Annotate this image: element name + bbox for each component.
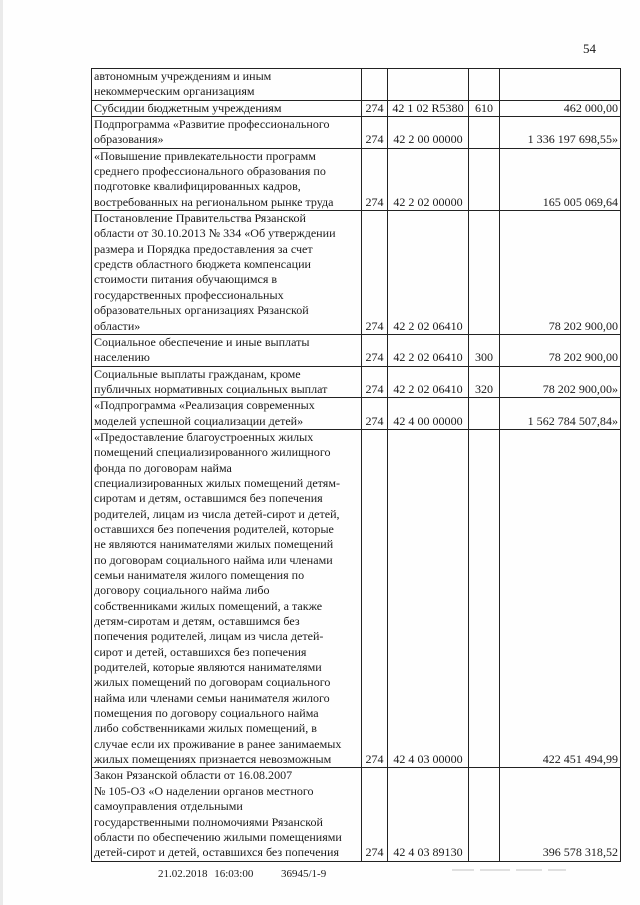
row-sum-cell: 396 578 318,52 xyxy=(500,768,621,861)
row-sum-cell: 1 562 784 507,84» xyxy=(500,398,621,430)
row-sum-cell: 78 202 900,00 xyxy=(500,211,621,335)
row-vr-cell xyxy=(469,117,500,149)
row-csr-cell: 42 1 02 R5380 xyxy=(388,100,469,116)
table-row xyxy=(92,117,621,149)
row-csr-cell: 42 4 03 89130 xyxy=(388,768,469,861)
faint-scan-marks xyxy=(452,861,592,871)
row-vr-cell: 320 xyxy=(469,366,500,398)
row-sum-cell: 422 451 494,99 xyxy=(500,429,621,768)
row-sum-cell: 462 000,00 xyxy=(500,100,621,116)
row-vr-cell xyxy=(469,768,500,861)
table-row xyxy=(92,429,621,768)
row-code-cell xyxy=(362,69,388,101)
row-code-cell: 274 xyxy=(362,429,388,768)
row-name-cell: «Повышение привлекательности программ среднего профессионального образования по подготовке квалифицированных кадров, востребованных на региональном рынке труда xyxy=(92,148,362,210)
table-row xyxy=(92,398,621,430)
row-name-cell: «Предоставление благоустроенных жилых помещений специализированного жилищного фонда по договорам найма специализированных жилых помещений детям- сиротам и детям, оставшимся без попечения родителей, лицам из числа детей-сирот и детей, оставшихся без попечения родителей, которые не являются нанимателями жилых помещений по договорам социального найма или членами семьи нанимателя жилого помещения по договору социального найма либо собственниками жилых помещений, а также детям-сиротам и детям, оставшимся без попечения родителей, лицам из числа детей- сирот и детей, оставшихся без попечения родителей, которые являются нанимателями жилых помещений по договорам социального найма или членами семьи нанимателя жилого помещения по договору социального найма либо собственниками жилых помещений, в случае если их проживание в ранее занимаемых жилых помещениях признается невозможным xyxy=(92,429,362,768)
footer-document-code: 36945/1-9 xyxy=(281,868,327,880)
row-csr-cell: 42 4 00 00000 xyxy=(388,398,469,430)
footer-datetime: 21.02.2018 16:03:00 xyxy=(158,868,254,880)
page-number: 54 xyxy=(583,41,596,56)
row-name-cell: Социальное обеспечение и иные выплаты населению xyxy=(92,334,362,366)
budget-table xyxy=(91,68,621,862)
row-vr-cell xyxy=(469,398,500,430)
row-vr-cell: 610 xyxy=(469,100,500,116)
row-name-cell: Подпрограмма «Развитие профессионального образования» xyxy=(92,117,362,149)
row-code-cell: 274 xyxy=(362,334,388,366)
row-name-cell: автономным учреждениям и иным некоммерческим организациям xyxy=(92,69,362,101)
row-vr-cell xyxy=(469,429,500,768)
row-sum-cell: 165 005 069,64 xyxy=(500,148,621,210)
row-vr-cell: 300 xyxy=(469,334,500,366)
row-vr-cell xyxy=(469,211,500,335)
table-row xyxy=(92,148,621,210)
table-row xyxy=(92,211,621,335)
row-code-cell: 274 xyxy=(362,211,388,335)
row-csr-cell: 42 2 02 00000 xyxy=(388,148,469,210)
table-row xyxy=(92,100,621,116)
row-sum-cell: 78 202 900,00 xyxy=(500,334,621,366)
row-vr-cell xyxy=(469,148,500,210)
table-row xyxy=(92,768,621,861)
row-name-cell: Постановление Правительства Рязанской области от 30.10.2013 № 334 «Об утверждении размера и Порядка предоставления за счет средств областного бюджета компенсации стоимости питания обучающимся в государственных профессиональных образовательных организациях Рязанской области» xyxy=(92,211,362,335)
row-code-cell: 274 xyxy=(362,117,388,149)
table-row xyxy=(92,69,621,101)
row-sum-cell: 78 202 900,00» xyxy=(500,366,621,398)
row-vr-cell xyxy=(469,69,500,101)
row-sum-cell xyxy=(500,69,621,101)
row-code-cell: 274 xyxy=(362,148,388,210)
row-code-cell: 274 xyxy=(362,366,388,398)
row-csr-cell: 42 2 02 06410 xyxy=(388,334,469,366)
row-csr-cell: 42 4 03 00000 xyxy=(388,429,469,768)
table-row xyxy=(92,334,621,366)
row-csr-cell: 42 2 00 00000 xyxy=(388,117,469,149)
row-code-cell: 274 xyxy=(362,100,388,116)
row-name-cell: Социальные выплаты гражданам, кроме публичных нормативных социальных выплат xyxy=(92,366,362,398)
row-name-cell: «Подпрограмма «Реализация современных моделей успешной социализации детей» xyxy=(92,398,362,430)
row-csr-cell: 42 2 02 06410 xyxy=(388,211,469,335)
row-sum-cell: 1 336 197 698,55» xyxy=(500,117,621,149)
row-code-cell: 274 xyxy=(362,398,388,430)
row-name-cell: Закон Рязанской области от 16.08.2007 № 105-ОЗ «О наделении органов местного самоуправления отдельными государственными полномочиями Рязанской области по обеспечению жилыми помещениями детей-сирот и детей, оставшихся без попечения xyxy=(92,768,362,861)
row-name-cell: Субсидии бюджетным учреждениям xyxy=(92,100,362,116)
row-csr-cell: 42 2 02 06410 xyxy=(388,366,469,398)
row-csr-cell xyxy=(388,69,469,101)
table-row xyxy=(92,366,621,398)
scan-edge-shadow xyxy=(0,0,3,905)
row-code-cell: 274 xyxy=(362,768,388,861)
